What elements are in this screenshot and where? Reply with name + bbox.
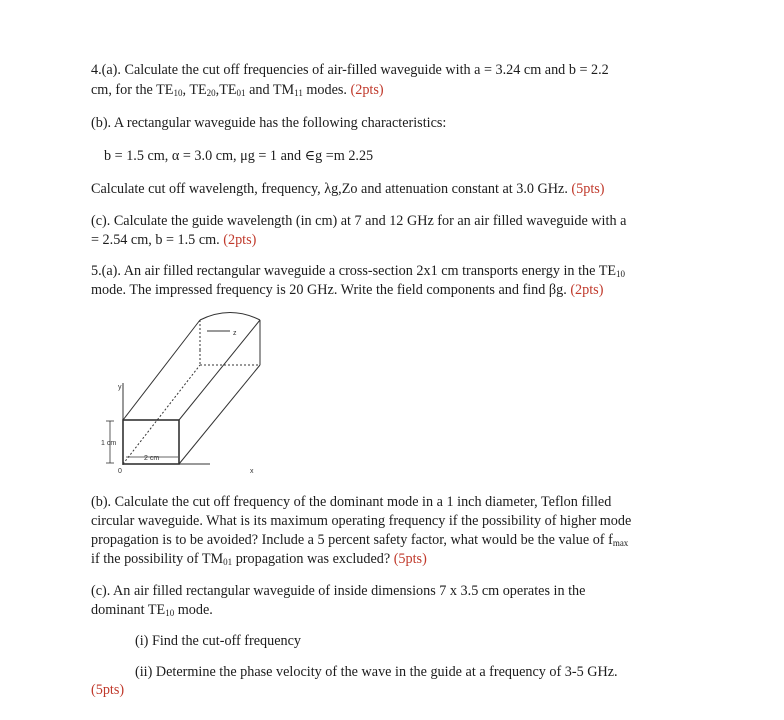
q5a-line2: mode. The impressed frequency is 20 GHz. Write the field components and find βg. (2pts): [91, 282, 604, 298]
waveguide-diagram: [90, 295, 290, 480]
q5b-line1: (b). Calculate the cut off frequency of the dominant mode in a 1 inch diameter, Teflon filled: [91, 494, 612, 510]
q4c-points: (2pts): [223, 232, 257, 248]
x-label: x: [250, 468, 254, 475]
bottom-right-edge: [179, 365, 260, 464]
q4b-points: (5pts): [571, 181, 605, 197]
z-label: z: [233, 330, 237, 337]
q5c-line2: dominant $TE_{10}$ mode.: [91, 602, 213, 618]
q5c-points-line: [91, 681, 124, 699]
q4c-line1: (c). Calculate the guide wavelength (in cm) at 7 and 12 GHz for an air filled waveguide with a: [91, 213, 627, 229]
origin-label: 0: [118, 468, 122, 475]
q4b-params: b = 1.5 cm, α = 3.0 cm, μg = 1 and ∈g =m 2.25: [104, 148, 374, 164]
height-label: 1 cm: [101, 440, 117, 447]
q4c-line2: = 2.54 cm, b = 1.5 cm. (2pts): [91, 232, 257, 248]
q4a-line2: cm, for the $TE_{10}$, $TE_{20},TE_{01}$ and $TM_{11}$ modes. (2pts): [91, 82, 384, 98]
width-label: 2 cm: [144, 455, 160, 462]
q5c-points: (5pts): [91, 682, 125, 698]
y-label: y: [118, 384, 122, 391]
q5b-points: (5pts): [393, 551, 427, 567]
q4b-calc: Calculate cut off wavelength, frequency, λg,Zo and attenuation constant at 3.0 GHz. (5pts): [91, 181, 605, 197]
q5c-line1: (c). An air filled rectangular waveguide of inside dimensions 7 x 3.5 cm operates in the: [91, 583, 586, 599]
q5c-part-ii: (ii) Determine the phase velocity of the wave in the guide at a frequency of 3-5 GHz.: [135, 664, 618, 680]
hidden-bottom-edge: [123, 365, 200, 464]
q5c-part-i: (i) Find the cut-off frequency: [135, 633, 301, 649]
back-top-edge: [200, 313, 260, 321]
q5a-points: (2pts): [570, 282, 604, 298]
q4a-line1: 4.(a). Calculate the cut off frequencies of air-filled waveguide with a = 3.24 cm and b = 2.2: [91, 62, 609, 78]
q5b-line2: circular waveguide. What is its maximum operating frequency if the possibility of higher mode: [91, 513, 632, 529]
top-left-edge: [123, 320, 200, 420]
waveguide-figure: [90, 295, 290, 480]
q4a-points: (2pts): [350, 82, 384, 98]
q4b-intro: (b). A rectangular waveguide has the following characteristics:: [91, 115, 447, 131]
q5b-line4: if the possibility of $TM_{01}$ propagation was excluded? (5pts): [91, 551, 427, 567]
q5a-line1: 5.(a). An air filled rectangular waveguide a cross-section 2x1 cm transports energy in the $TE_{10}$: [91, 263, 626, 279]
q5b-line3: propagation is to be avoided? Include a 5 percent safety factor, what would be the value of $f_{max}$: [91, 532, 629, 548]
top-right-edge: [179, 320, 260, 420]
